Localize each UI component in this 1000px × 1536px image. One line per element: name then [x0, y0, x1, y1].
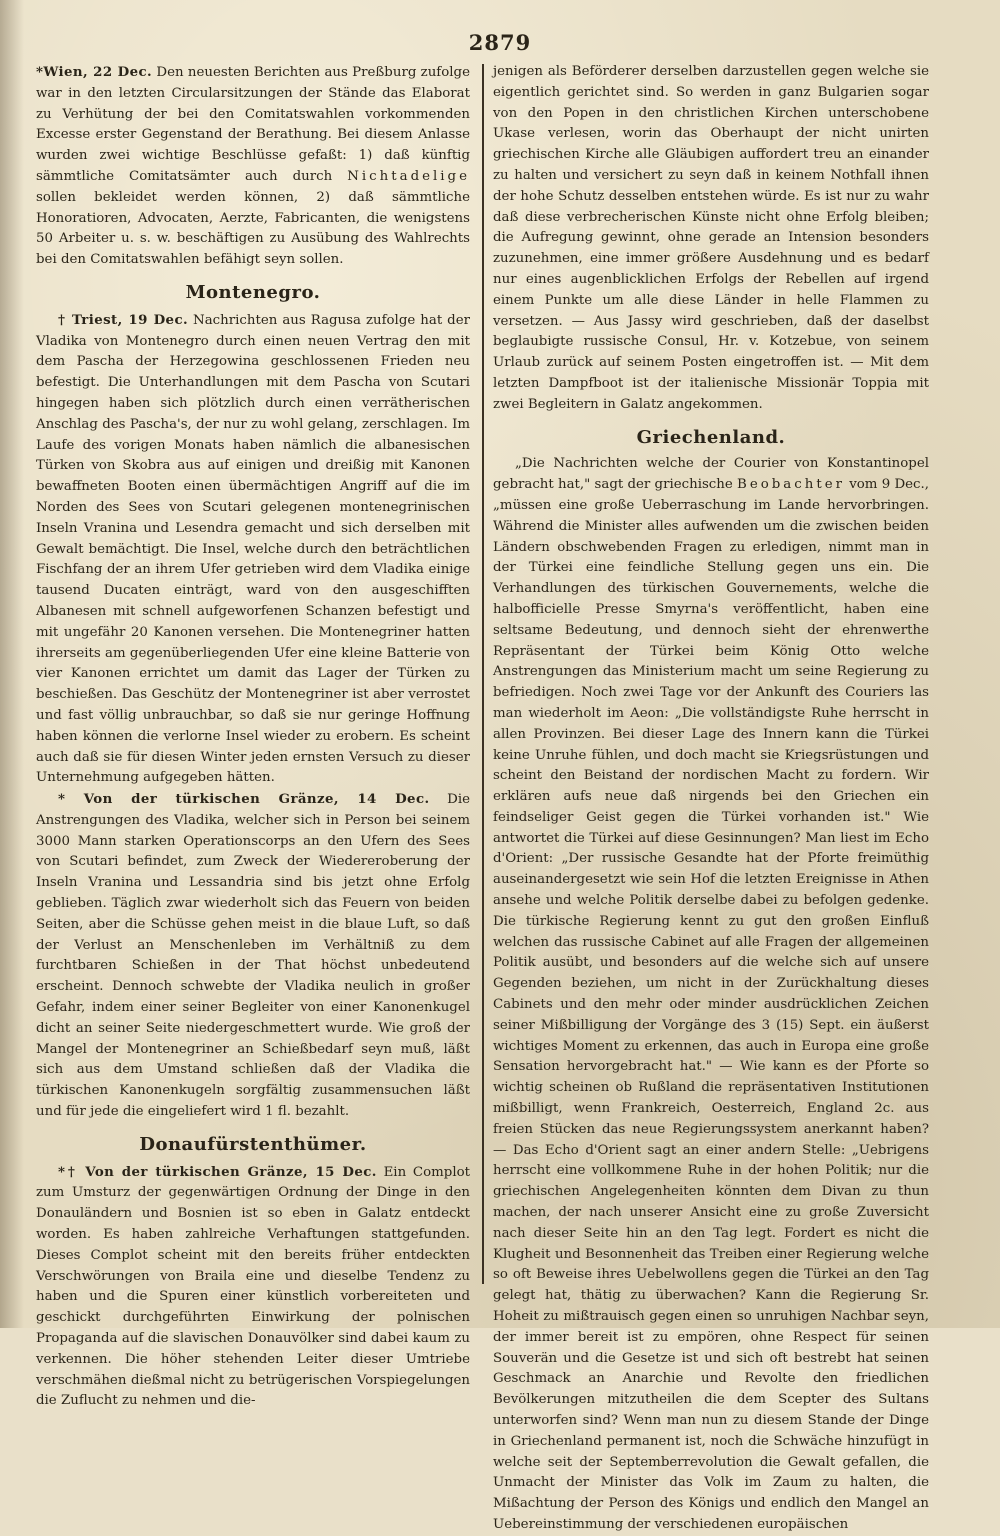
text-donau-continued: jenigen als Beförderer derselben darzustellen gegen welche sie eigentlich gerichtet sind. So werden in ganz Bulgarien sogar von den Popen in den christlichen Kirchen unterschobene Ukase verlesen, worin das Oberhaupt der nicht unirten griechischen Kirche alle Gläubigen auffordert treu an einander zu halten und versichert zu seyn daß in keinem Nothfall ihnen der hohe Schutz desselben entstehen würde. Es ist nur zu wahr daß diese verbrecherischen Künste nicht ohne Erfolg bleiben; die Aufregung gewinnt, ohne gerade an Intension besonders zuzunehmen, eine immer größere Ausdehnung und es bedarf nur eines augenblicklichen Erfolgs der Rebellen auf irgend einem Punkte um alle diese Länder in helle Flammen zu versetzen. — Aus Jassy wird geschrieben, daß der daselbst beglaubigte russische Consul, Hr. v. Kotzebue, von seinem Urlaub zurück auf seinem Posten eingetroffen ist. — Mit dem letzten Dampfboot ist der italienische Missionär Toppia mit zwei Begleitern in Galatz angekommen.	[493, 64, 929, 412]
article-griechenland	[493, 454, 929, 1535]
article-donau-continued	[493, 62, 929, 416]
text-wien-2: sollen bekleidet werden können, 2) daß sämmtliche Honoratioren, Advocaten, Aerzte, Fabricanten, die wenigstens 50 Arbeiter u. s. w. beschäftigen zu Ausübung des Wahlrechts bei den Comitatswahlen befähigt seyn sollen.	[36, 189, 470, 268]
section-heading-montenegro: Montenegro.	[185, 281, 321, 303]
binding-shadow	[0, 0, 24, 1328]
article-wien	[36, 62, 470, 271]
text-graenze: Die Anstrengungen des Vladika, welcher sich in Person bei seinem 3000 Mann starken Operationscorps an den Ufern des Sees von Scutari befindet, zum Zweck der Wiedereroberung der Inseln Vranina und Lessandria sind bis jetzt ohne Erfolg geblieben. Täglich zwar wiederholt sich das Feuern von beiden Seiten, aber die Schüsse gehen meist in die blaue Luft, so daß der Verlust an Menschenleben im Verhältniß zu dem furchtbaren Schießen in der That höchst unbedeutend erscheint. Dennoch schwebte der Vladika neulich in großer Gefahr, indem einer seiner Begleiter von einer Kanonenkugel dicht an seiner Seite niedergeschmettert wurde. Wie groß der Mangel der Montenegriner an Schießbedarf seyn muß, läßt sich aus dem Umstand schließen daß der Vladika die türkischen Kanonenkugeln sorgfältig zusammensuchen läßt und für jede die eingeliefert wird 1 fl. bezahlt.	[36, 792, 470, 1120]
article-triest	[36, 310, 470, 789]
dateline-donau: *† Von der türkischen Gränze, 15 Dec.	[58, 1163, 377, 1180]
article-donau	[36, 1162, 470, 1413]
right-column	[493, 62, 929, 1532]
left-column	[36, 62, 471, 1409]
page-number: 2879	[468, 30, 532, 55]
dateline-triest: † Triest, 19 Dec.	[58, 311, 189, 328]
dateline-graenze: * Von der türkischen Gränze, 14 Dec.	[58, 791, 430, 808]
section-heading-donau: Donaufürstenthümer.	[139, 1133, 367, 1155]
spaced-word-nichtadelige: Nichtadelige	[347, 168, 470, 184]
article-tuerkische-graenze	[36, 789, 470, 1123]
text-wien: Den neuesten Berichten aus Preßburg zufolge war in den letzten Circularsitzungen der Stände das Elaborat zu Verhütung der bei den Comitatswahlen vorkommenden Excesse erster Gegenstand der Berathung. Bei diesem Anlasse wurden zwei wichtige Beschlüsse gefaßt: 1) daß künftig sämmtliche Comitatsämter auch durch	[36, 65, 470, 184]
spaced-word-beobachter: Beobachter	[737, 477, 845, 493]
text-triest: Nachrichten aus Ragusa zufolge hat der Vladika von Montenegro durch einen neuen Vertrag den mit dem Pascha der Herzegowina geschlossenen Frieden neu befestigt. Die Unterhandlungen mit dem Pascha von Scutari hingegen haben sich plötzlich durch einen verrätherischen Anschlag des Pascha's, der nur zu wohl gelang, zerschlagen. Im Laufe des vorigen Monats haben nämlich die albanesischen Türken von Skobra aus auf einigen und dreißig mit Kanonen bewaffneten Booten einen übermächtigen Angriff auf die im Norden des Sees von Scutari gelegenen montenegrinischen Inseln Vranina und Lesendra gemacht und sich derselben mit Gewalt bemächtigt. Die Insel, welche durch den beträchtlichen Fischfang der an ihrem Ufer getrieben wird dem Vladika einige tausend Ducaten einträgt, ward von den ausgeschifften Albanesen mit schnell aufgeworfenen Schanzen befestigt und mit ungefähr 20 Kanonen versehen. Die Montenegriner hatten ihrerseits am gegenüberliegenden Ufer eine kleine Batterie von vier Kanonen errichtet um damit das Lager der Türken zu beschießen. Das Geschütz der Montenegriner ist aber verrostet und fast völlig unbrauchbar, so daß sie nur geringe Hoffnung haben können die verlorne Insel wieder zu erobern. Es scheint auch daß sie für diesen Winter jeden ernsten Versuch zu dieser Unternehmung aufgegeben hätten.	[36, 312, 470, 786]
column-divider	[482, 64, 484, 1284]
text-griechenland-1: „Die Nachrichten welche der Courier von Konstantinopel gebracht hat," sagt der griechische	[493, 456, 929, 493]
section-heading-griechenland: Griechenland.	[636, 426, 786, 448]
dateline-wien: *Wien, 22 Dec.	[36, 64, 153, 80]
text-donau: Ein Complot zum Umsturz der gegenwärtigen Ordnung der Dinge in den Donauländern und Bosnien ist so eben in Galatz entdeckt worden. Es haben zahlreiche Verhaftungen stattgefunden. Dieses Complot scheint mit den bereits früher entdeckten Verschwörungen von Braila eine und dieselbe Tendenz zu haben und die Spuren einer künstlich vorbereiteten und geschickt durchgeführten Einwirkung der polnischen Propaganda auf die slavischen Donauvölker sind dabei kaum zu verkennen. Die höher stehenden Leiter dieser Umtriebe verschmähen dießmal nicht zu betrügerischen Vorspiegelungen die Zuflucht zu nehmen und die-	[36, 1164, 471, 1409]
text-griechenland-2: vom 9 Dec., „müssen eine große Ueberraschung im Lande hervorbringen. Während die Minister alles aufwenden um die zwischen beiden Ländern obschwebenden Fragen zu erledigen, nimmt man in der Türkei eine feindliche Stellung gegen uns ein. Die Verhandlungen des türkischen Gouvernements, welche die halbofficielle Presse Smyrna's veröffentlicht, haben eine seltsame Bedeutung, und dennoch sieht der ehrenwerthe Repräsentant der Türkei beim König Otto welche Anstrengungen das Ministerium macht um seine Regierung zu befriedigen. Noch zwei Tage vor der Ankunft des Couriers las man wiederholt im Aeon: „Die vollständigste Ruhe herrscht in allen Provinzen. Bei dieser Lage des Innern kann die Türkei keine Unruhe fühlen, und doch macht sie Kriegsrüstungen und scheint den Beistand der nordischen Macht zu fordern. Wir erklären aufs neue daß nirgends bei den Griechen ein feindseliger Geist gegen die Türkei vorhanden ist." Wie antwortet die Türkei auf diese Gesinnungen? Man liest im Echo d'Orient: „Der russische Gesandte hat der Pforte freimüthig auseinandergesetzt wie sein Hof die letzten Ereignisse in Athen ansehe und welche Politik derselbe dabei zu befolgen gedenke. Die türkische Regierung kennt zu gut den großen Einfluß welchen das russische Cabinet auf alle Fragen der allgemeinen Politik ausübt, und besonders auf die welche sich auf unsere Gegenden beziehen, um nicht in der Zurückhaltung dieses Cabinets und den mehr oder minder ausdrücklichen Zeichen seiner Mißbilligung der Vorgänge des 3 (15) Sept. ein äußerst wichtiges Moment zu erkennen, das auch in Europa eine große Sensation hervorgebracht hat." — Wie kann es der Pforte so wichtig scheinen ob Rußland die repräsentativen Institutionen mißbilligt, wenn Frankreich, Oesterreich, England 2c. aus freien Stücken das neue Regierungssystem anerkannt haben? — Das Echo d'Orient sagt an einer andern Stelle: „Uebrigens herrscht eine vollkommene Ruhe in der hohen Politik; nur die griechischen Angelegenheiten könnten dem Divan zu thun machen, der nach unserer Ansicht eine zu große Zuversicht nach dieser Seite hin an den Tag legt. Fordert es nicht die Klugheit und Besonnenheit das Treiben einer Regierung welche so oft Beweise ihres Uebelwollens gegen die Türkei an den Tag gelegt hat, thätig zu überwachen? Kann die Regierung Sr. Hoheit zu mißtrauisch gegen einen so unruhigen Nachbar seyn, der immer bereit ist zu empören, ohne Respect für seinen Souverän und die Gesetze ist und sich oft bestrebt hat seinen Geschmack an Anarchie und Revolte den friedlichen Bevölkerungen mitzutheilen die dem Scepter des Sultans unterworfen sind? Wenn man nun zu diesem Stande der Dinge in Griechenland permanent ist, noch die Schwäche hinzufügt in welche seit der Septemberrevolution die Gewalt gefallen, die Unmacht der Minister das Volk im Zaum zu halten, die Mißachtung der Person des Königs und endlich den Mangel an Uebereinstimmung der verschiedenen europäischen	[493, 477, 929, 1532]
